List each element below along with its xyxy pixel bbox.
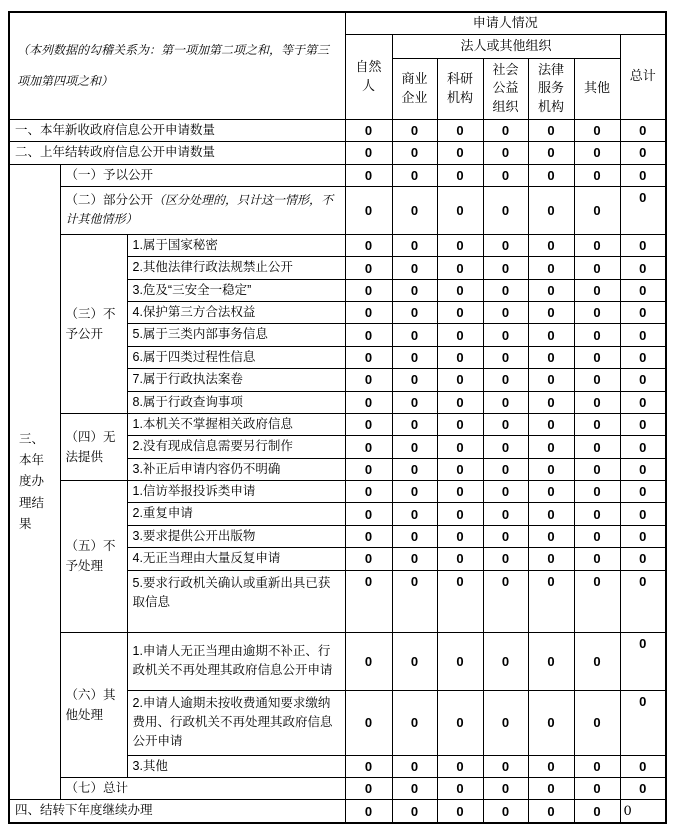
value-cell: 0 <box>620 570 666 632</box>
table-row-r2 <box>9 142 666 164</box>
value-cell: 0 <box>345 234 392 256</box>
row-label-text: 一、本年新收政府信息公开申请数量 <box>15 122 216 137</box>
value-cell: 0 <box>483 800 528 823</box>
row-label-text: 3.补正后申请内容仍不明确 <box>132 461 281 476</box>
value-cell: 0 <box>620 164 666 186</box>
value-cell: 0 <box>528 503 574 525</box>
row-label-text: 5.属于三类内部事务信息 <box>132 327 268 342</box>
value-cell: 0 <box>483 755 528 777</box>
value-cell: 0 <box>574 777 620 799</box>
value-cell: 0 <box>345 690 392 755</box>
value-cell: 0 <box>392 413 437 435</box>
row-label <box>9 800 345 823</box>
value-cell: 0 <box>620 302 666 324</box>
row-label <box>127 413 345 435</box>
value-cell: 0 <box>528 777 574 799</box>
row-label <box>127 481 345 503</box>
value-cell: 0 <box>620 503 666 525</box>
value-cell: 0 <box>528 436 574 458</box>
row-label <box>127 548 345 570</box>
value-cell: 0 <box>574 458 620 480</box>
value-cell: 0 <box>437 548 483 570</box>
value-cell: 0 <box>620 525 666 547</box>
row-label <box>127 690 345 755</box>
table-row-a2 <box>9 186 666 234</box>
value-cell: 0 <box>528 690 574 755</box>
value-cell: 0 <box>574 186 620 234</box>
row-label <box>127 346 345 368</box>
value-cell: 0 <box>528 800 574 823</box>
value-cell: 0 <box>437 458 483 480</box>
value-cell: 0 <box>345 632 392 690</box>
header-total: 总计 <box>620 34 666 119</box>
value-cell: 0 <box>620 413 666 435</box>
value-cell: 0 <box>392 234 437 256</box>
value-cell: 0 <box>483 279 528 301</box>
value-cell: 0 <box>392 324 437 346</box>
value-cell: 0 <box>574 800 620 823</box>
value-cell: 0 <box>483 346 528 368</box>
header-natural-person: 自然人 <box>345 34 392 119</box>
value-cell: 0 <box>620 186 666 234</box>
header-row-1 <box>9 12 666 34</box>
value-cell: 0 <box>528 413 574 435</box>
value-cell: 0 <box>345 186 392 234</box>
value-cell: 0 <box>483 632 528 690</box>
value-cell: 0 <box>528 458 574 480</box>
value-cell: 0 <box>437 481 483 503</box>
value-cell: 0 <box>574 481 620 503</box>
value-cell: 0 <box>392 525 437 547</box>
value-cell: 0 <box>574 690 620 755</box>
value-cell: 0 <box>483 302 528 324</box>
row-label-text: 2.申请人逾期未按收费通知要求缴纳费用、行政机关不再处理其政府信息公开申请 <box>132 695 333 749</box>
value-cell: 0 <box>528 186 574 234</box>
row-label-text: 7.属于行政执法案卷 <box>132 372 243 387</box>
value-cell: 0 <box>345 119 392 141</box>
value-cell: 0 <box>437 436 483 458</box>
value-cell: 0 <box>574 436 620 458</box>
row-label <box>127 755 345 777</box>
value-cell: 0 <box>437 324 483 346</box>
value-cell: 0 <box>437 279 483 301</box>
row-subgroup-label: （四）无法提供 <box>60 413 127 480</box>
row-label-text: 2.重复申请 <box>132 506 193 521</box>
value-cell: 0 <box>574 346 620 368</box>
row-label <box>127 324 345 346</box>
value-cell: 0 <box>620 436 666 458</box>
value-cell: 0 <box>528 302 574 324</box>
value-cell: 0 <box>345 369 392 391</box>
value-cell: 0 <box>528 142 574 164</box>
value-cell: 0 <box>574 413 620 435</box>
value-cell: 0 <box>483 548 528 570</box>
value-cell: 0 <box>345 481 392 503</box>
row-label-text: 5.要求行政机关确认或重新出具已获取信息 <box>132 575 331 609</box>
value-cell: 0 <box>528 346 574 368</box>
value-cell: 0 <box>437 369 483 391</box>
value-cell: 0 <box>345 391 392 413</box>
value-cell: 0 <box>620 458 666 480</box>
value-cell: 0 <box>620 142 666 164</box>
table-row-c1 <box>9 234 666 256</box>
row-label <box>127 234 345 256</box>
value-cell: 0 <box>392 570 437 632</box>
value-cell: 0 <box>574 234 620 256</box>
row-label-text: 8.属于行政查询事项 <box>132 394 243 409</box>
value-cell: 0 <box>483 119 528 141</box>
value-cell: 0 <box>345 755 392 777</box>
value-cell: 0 <box>345 525 392 547</box>
value-cell: 0 <box>574 525 620 547</box>
value-cell: 0 <box>392 548 437 570</box>
row-label-text: （七）总计 <box>65 780 129 795</box>
value-cell: 0 <box>437 413 483 435</box>
value-cell: 0 <box>345 279 392 301</box>
header-legal-service-org: 法律服务机构 <box>528 58 574 119</box>
value-cell: 0 <box>392 755 437 777</box>
value-cell: 0 <box>574 755 620 777</box>
value-cell: 0 <box>392 503 437 525</box>
value-cell: 0 <box>528 234 574 256</box>
value-cell: 0 <box>574 570 620 632</box>
row-label-text: 3.其他 <box>132 758 168 773</box>
value-cell: 0 <box>574 164 620 186</box>
value-cell: 0 <box>392 119 437 141</box>
row-label <box>127 570 345 632</box>
row-label-text: 2.没有现成信息需要另行制作 <box>132 439 293 454</box>
value-cell: 0 <box>437 257 483 279</box>
value-cell: 0 <box>392 279 437 301</box>
value-cell: 0 <box>574 369 620 391</box>
value-cell: 0 <box>345 777 392 799</box>
value-cell: 0 <box>574 503 620 525</box>
value-cell: 0 <box>483 481 528 503</box>
value-cell: 0 <box>620 632 666 690</box>
row-label <box>127 503 345 525</box>
value-cell: 0 <box>483 570 528 632</box>
row-label-text: 3.危及“三安全一稳定” <box>132 282 252 297</box>
row-label-text: 四、结转下年度继续办理 <box>15 803 153 818</box>
row-label <box>127 279 345 301</box>
row-label-text: 3.要求提供公开出版物 <box>132 528 256 543</box>
row-label-text: 1.属于国家秘密 <box>132 237 218 252</box>
value-cell: 0 <box>437 800 483 823</box>
value-cell: 0 <box>483 690 528 755</box>
row-label-text: （一）予以公开 <box>65 167 154 182</box>
value-cell: 0 <box>528 391 574 413</box>
value-cell: 0 <box>528 324 574 346</box>
value-cell: 0 <box>437 525 483 547</box>
value-cell: 0 <box>574 257 620 279</box>
value-cell: 0 <box>483 324 528 346</box>
row-group-label: 三、本年度办理结果 <box>9 164 60 800</box>
value-cell: 0 <box>620 800 666 823</box>
header-commercial-enterprise: 商业企业 <box>392 58 437 119</box>
row-subgroup-label: （五）不予处理 <box>60 481 127 633</box>
value-cell: 0 <box>483 186 528 234</box>
value-cell: 0 <box>392 777 437 799</box>
value-cell: 0 <box>437 164 483 186</box>
value-cell: 0 <box>392 436 437 458</box>
table-row-r4 <box>9 800 666 823</box>
row-label <box>127 257 345 279</box>
value-cell: 0 <box>483 257 528 279</box>
row-label <box>127 436 345 458</box>
value-cell: 0 <box>437 142 483 164</box>
value-cell: 0 <box>528 525 574 547</box>
table-row-g1 <box>9 777 666 799</box>
value-cell: 0 <box>392 690 437 755</box>
row-label-note: （区分处理的，只计这一情形，不计其他情形） <box>65 193 334 227</box>
value-cell: 0 <box>528 164 574 186</box>
value-cell: 0 <box>483 391 528 413</box>
row-label <box>127 369 345 391</box>
value-cell: 0 <box>392 346 437 368</box>
row-label <box>127 632 345 690</box>
value-cell: 0 <box>528 632 574 690</box>
value-cell: 0 <box>345 142 392 164</box>
value-cell: 0 <box>528 119 574 141</box>
table-row-e1 <box>9 481 666 503</box>
table-row-r1 <box>9 119 666 141</box>
value-cell: 0 <box>392 164 437 186</box>
reconciliation-note: （本列数据的勾稽关系为：第一项加第二项之和，等于第三项加第四项之和） <box>9 12 345 119</box>
row-subgroup-label: （三）不予公开 <box>60 234 127 413</box>
row-label <box>127 302 345 324</box>
value-cell: 0 <box>437 234 483 256</box>
value-cell: 0 <box>392 186 437 234</box>
value-cell: 0 <box>437 503 483 525</box>
value-cell: 0 <box>528 570 574 632</box>
value-cell: 0 <box>345 570 392 632</box>
value-cell: 0 <box>345 503 392 525</box>
value-cell: 0 <box>483 234 528 256</box>
value-cell: 0 <box>483 142 528 164</box>
value-cell: 0 <box>483 458 528 480</box>
value-cell: 0 <box>483 777 528 799</box>
value-cell: 0 <box>345 164 392 186</box>
row-label <box>127 391 345 413</box>
value-cell: 0 <box>620 755 666 777</box>
value-cell: 0 <box>345 548 392 570</box>
header-applicant-status: 申请人情况 <box>345 12 666 34</box>
row-label <box>60 164 345 186</box>
value-cell: 0 <box>574 548 620 570</box>
row-label-text: 1.信访举报投诉类申请 <box>132 484 256 499</box>
table-body <box>9 119 666 822</box>
value-cell: 0 <box>620 257 666 279</box>
row-label-text: 6.属于四类过程性信息 <box>132 349 256 364</box>
value-cell: 0 <box>574 324 620 346</box>
value-cell: 0 <box>437 755 483 777</box>
value-cell: 0 <box>528 481 574 503</box>
header-legal-org-group: 法人或其他组织 <box>392 34 620 58</box>
value-cell: 0 <box>345 800 392 823</box>
value-cell: 0 <box>392 391 437 413</box>
value-cell: 0 <box>620 234 666 256</box>
header-social-welfare-org: 社会公益组织 <box>483 58 528 119</box>
disclosure-table <box>8 11 667 824</box>
table-header <box>9 12 666 119</box>
value-cell: 0 <box>528 279 574 301</box>
value-cell: 0 <box>483 525 528 547</box>
value-cell: 0 <box>528 369 574 391</box>
value-cell: 0 <box>345 413 392 435</box>
value-cell: 0 <box>483 413 528 435</box>
value-cell: 0 <box>620 690 666 755</box>
value-cell: 0 <box>437 570 483 632</box>
value-cell: 0 <box>392 142 437 164</box>
value-cell: 0 <box>620 279 666 301</box>
row-label <box>9 142 345 164</box>
value-cell: 0 <box>620 777 666 799</box>
value-cell: 0 <box>437 302 483 324</box>
row-label <box>9 119 345 141</box>
value-cell: 0 <box>437 346 483 368</box>
value-cell: 0 <box>345 324 392 346</box>
row-label <box>60 186 345 234</box>
value-cell: 0 <box>437 632 483 690</box>
value-cell: 0 <box>620 548 666 570</box>
row-label-text: 4.保护第三方合法权益 <box>132 305 256 320</box>
value-cell: 0 <box>574 391 620 413</box>
table-row-a1 <box>9 164 666 186</box>
value-cell: 0 <box>574 279 620 301</box>
header-other-org: 其他 <box>574 58 620 119</box>
value-cell: 0 <box>483 369 528 391</box>
value-cell: 0 <box>620 391 666 413</box>
value-cell: 0 <box>392 458 437 480</box>
row-label <box>127 458 345 480</box>
value-cell: 0 <box>345 346 392 368</box>
row-label-text: 1.申请人无正当理由逾期不补正、行政机关不再处理其政府信息公开申请 <box>132 643 333 678</box>
value-cell: 0 <box>437 690 483 755</box>
value-cell: 0 <box>620 481 666 503</box>
value-cell: 0 <box>392 369 437 391</box>
value-cell: 0 <box>392 800 437 823</box>
value-cell: 0 <box>574 119 620 141</box>
value-cell: 0 <box>528 257 574 279</box>
row-label-text: 4.无正当理由大量反复申请 <box>132 551 281 566</box>
value-cell: 0 <box>392 302 437 324</box>
table-row-f1 <box>9 632 666 690</box>
value-cell: 0 <box>620 346 666 368</box>
value-cell: 0 <box>345 436 392 458</box>
row-label-text: 二、上年结转政府信息公开申请数量 <box>15 145 216 160</box>
value-cell: 0 <box>483 164 528 186</box>
value-cell: 0 <box>574 142 620 164</box>
table-row-d1 <box>9 413 666 435</box>
row-label-text: （二）部分公开 <box>65 193 154 208</box>
value-cell: 0 <box>574 302 620 324</box>
row-label <box>127 525 345 547</box>
value-cell: 0 <box>437 119 483 141</box>
value-cell: 0 <box>574 632 620 690</box>
value-cell: 0 <box>437 777 483 799</box>
row-label <box>60 777 345 799</box>
value-cell: 0 <box>528 548 574 570</box>
value-cell: 0 <box>483 503 528 525</box>
header-research-institution: 科研机构 <box>437 58 483 119</box>
value-cell: 0 <box>392 481 437 503</box>
value-cell: 0 <box>345 257 392 279</box>
value-cell: 0 <box>345 458 392 480</box>
value-cell: 0 <box>620 324 666 346</box>
row-subgroup-label: （六）其他处理 <box>60 632 127 777</box>
value-cell: 0 <box>620 369 666 391</box>
value-cell: 0 <box>437 391 483 413</box>
value-cell: 0 <box>345 302 392 324</box>
value-cell: 0 <box>392 257 437 279</box>
value-cell: 0 <box>437 186 483 234</box>
row-label-text: 1.本机关不掌握相关政府信息 <box>132 416 293 431</box>
value-cell: 0 <box>392 632 437 690</box>
value-cell: 0 <box>620 119 666 141</box>
value-cell: 0 <box>483 436 528 458</box>
value-cell: 0 <box>528 755 574 777</box>
row-label-text: 2.其他法律行政法规禁止公开 <box>132 260 293 275</box>
